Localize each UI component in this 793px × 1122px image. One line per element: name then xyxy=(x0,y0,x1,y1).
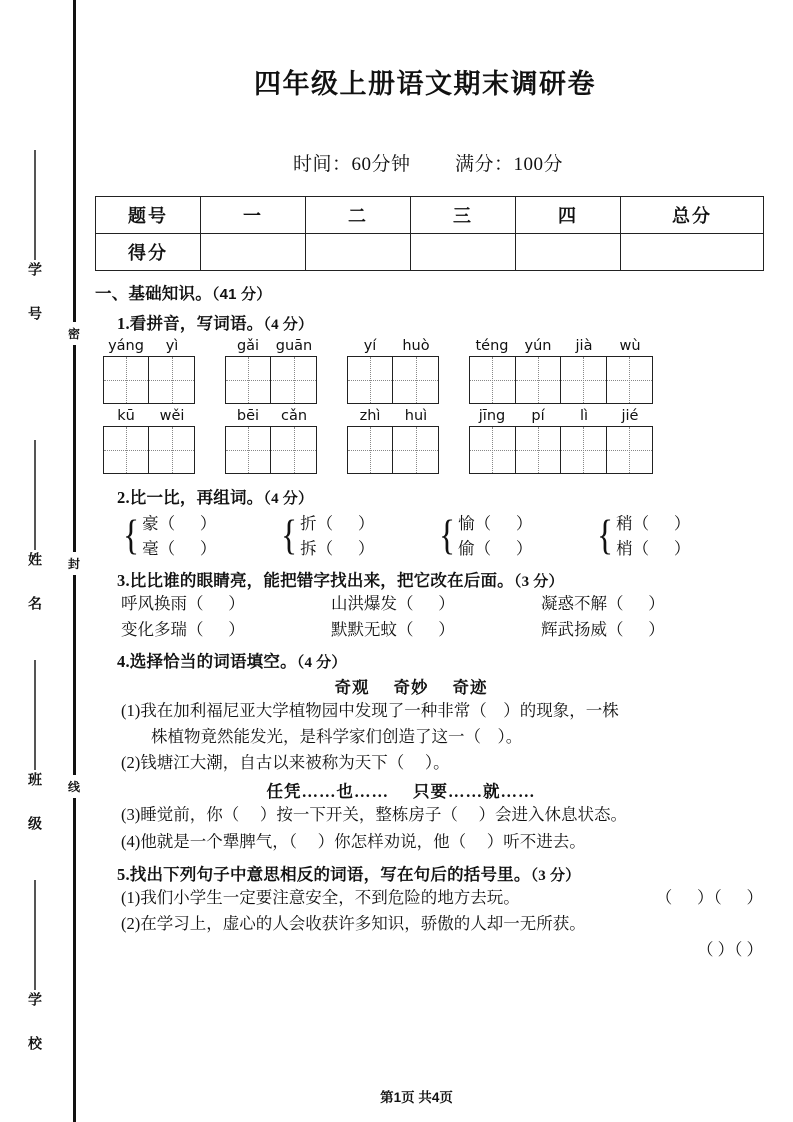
seal-char-xian: 线 xyxy=(60,775,88,798)
question-1-heading xyxy=(117,310,767,334)
word-pair-entries[interactable] xyxy=(300,511,374,561)
word-pair-bottom[interactable]: 梢（ ） xyxy=(616,539,691,559)
question-1-points: （4 分） xyxy=(263,317,314,333)
score-table-col-2: 二 xyxy=(306,197,411,234)
score-cell-1[interactable] xyxy=(201,234,306,271)
pinyin-syllable: pí xyxy=(531,408,545,424)
time-label: 时间：60分钟 xyxy=(292,154,411,175)
word-pair-bottom[interactable]: 偷（ ） xyxy=(458,539,533,559)
pinyin-syllable: cǎn xyxy=(280,408,308,424)
field-rule xyxy=(34,150,35,260)
pinyin-word-block xyxy=(103,408,195,474)
score-cell-total[interactable] xyxy=(621,234,764,271)
pinyin-syllable: huì xyxy=(404,408,428,424)
pinyin-word-block xyxy=(103,338,195,404)
section-heading-1 xyxy=(95,280,767,304)
pinyin-word-block xyxy=(347,408,439,474)
pinyin-grid-row-1 xyxy=(103,338,767,404)
question-4-text: 选择恰当的词语填空。 xyxy=(129,652,297,672)
question-2-number: 2. xyxy=(117,488,130,507)
question-3-points: （3 分） xyxy=(513,574,564,591)
section-heading-text: 一、基础知识。 xyxy=(95,285,212,303)
word-bank-1-option-1: 奇观 xyxy=(334,678,370,698)
tianzige-grid[interactable] xyxy=(469,426,653,474)
pinyin-syllable: bēi xyxy=(236,408,260,424)
question-5-item-1-row xyxy=(121,885,767,911)
field-rule xyxy=(34,880,35,990)
tianzige-cell[interactable] xyxy=(561,427,607,473)
question-1-number: 1. xyxy=(117,314,130,333)
idiom-answer-item[interactable]: 变化多瑞（ ） xyxy=(121,619,245,639)
question-5-points: （3 分） xyxy=(530,867,581,884)
pinyin-word-block xyxy=(469,338,653,404)
pinyin-label-group xyxy=(469,408,653,424)
tianzige-cell[interactable] xyxy=(607,427,652,473)
tianzige-cell[interactable] xyxy=(226,357,271,403)
field-rule xyxy=(34,440,35,550)
section-points: （41 分） xyxy=(211,286,272,303)
word-bank-2 xyxy=(95,778,767,802)
pinyin-syllable: huò xyxy=(402,338,430,354)
pinyin-syllable: gǎi xyxy=(236,338,260,354)
pinyin-label-group xyxy=(469,338,653,354)
word-pair-top[interactable]: 折（ ） xyxy=(300,514,375,533)
pinyin-syllable: kū xyxy=(117,408,135,424)
seal-margin xyxy=(0,0,80,1122)
tianzige-cell[interactable] xyxy=(348,357,393,403)
score-cell-2[interactable] xyxy=(306,234,411,271)
pinyin-word-block xyxy=(469,408,653,474)
pinyin-syllable: jié xyxy=(621,408,639,424)
pinyin-syllable: zhì xyxy=(359,408,381,424)
pinyin-label-group xyxy=(103,408,195,424)
question-4-item-2: (2)钱塘江大潮，自古以来被称为天下（ ）。 xyxy=(121,753,450,773)
word-bank-1-option-2: 奇妙 xyxy=(393,678,429,698)
exam-meta xyxy=(95,149,767,176)
idiom-answer-item[interactable]: 辉武扬威（ ） xyxy=(541,619,665,639)
pinyin-syllable: yún xyxy=(524,338,552,354)
score-table-label-number: 题号 xyxy=(96,197,201,234)
score-table-col-4: 四 xyxy=(516,197,621,234)
pinyin-label-group xyxy=(347,408,439,424)
question-2-heading xyxy=(117,484,767,508)
field-label-name: 姓 名 xyxy=(27,552,43,617)
brace-icon: { xyxy=(439,512,456,559)
tianzige-grid[interactable] xyxy=(347,426,439,474)
score-table-col-1: 一 xyxy=(201,197,306,234)
brace-icon: { xyxy=(597,512,614,559)
tianzige-grid[interactable] xyxy=(469,356,653,404)
question-5-number: 5. xyxy=(117,864,130,884)
field-label-class: 班 级 xyxy=(27,772,43,837)
score-cell-4[interactable] xyxy=(516,234,621,271)
pinyin-syllable: yáng xyxy=(108,338,144,354)
field-name[interactable] xyxy=(18,440,52,617)
question-5-item-1-answer-parens[interactable]: （ ）（ ） xyxy=(655,887,763,907)
pinyin-label-group xyxy=(225,338,317,354)
exam-content xyxy=(95,0,767,1122)
idiom-answer-item[interactable]: 默默无蚊（ ） xyxy=(331,619,455,639)
question-2-points: （4 分） xyxy=(263,491,314,507)
idiom-row-1 xyxy=(121,591,767,617)
pinyin-syllable: yì xyxy=(165,338,179,354)
field-label-student-id: 学 号 xyxy=(27,262,43,327)
tianzige-cell[interactable] xyxy=(104,427,149,473)
idiom-answer-item[interactable]: 凝惑不解（ ） xyxy=(541,594,665,614)
page-title: 四年级上册语文期末调研卷 xyxy=(254,69,596,99)
word-bank-1-option-3: 奇迹 xyxy=(452,678,488,698)
tianzige-cell[interactable] xyxy=(104,357,149,403)
tianzige-grid[interactable] xyxy=(225,426,317,474)
word-pair-bottom[interactable]: 毫（ ） xyxy=(142,539,217,559)
tianzige-cell[interactable] xyxy=(226,427,271,473)
full-score-label: 满分：100分 xyxy=(455,154,564,175)
question-5-text: 找出下列句子中意思相反的词语，写在句后的括号里。 xyxy=(129,864,531,884)
tianzige-cell[interactable] xyxy=(393,357,438,403)
pinyin-syllable: jià xyxy=(575,338,593,354)
word-bank-2-option-2: 只要……就…… xyxy=(413,782,536,802)
tianzige-grid[interactable] xyxy=(103,356,195,404)
idiom-answer-item[interactable]: 呼风换雨（ ） xyxy=(121,594,245,614)
tianzige-cell[interactable] xyxy=(271,427,316,473)
tianzige-grid[interactable] xyxy=(103,426,195,474)
pinyin-word-block xyxy=(225,338,317,404)
field-class[interactable] xyxy=(18,660,52,837)
question-3-heading xyxy=(117,567,767,591)
pinyin-word-block xyxy=(347,338,439,404)
question-4-heading xyxy=(117,648,767,672)
word-pair-top[interactable]: 愉（ ） xyxy=(458,514,533,533)
idiom-row-2 xyxy=(121,617,767,643)
score-table xyxy=(95,196,764,271)
question-4-item-1-line-1: (1)我在加利福尼亚大学植物园中发现了一种非常（ ）的现象，一株 xyxy=(121,701,619,721)
question-5-item-2: (2)在学习上，虚心的人会收获许多知识，骄傲的人却一无所获。 xyxy=(121,913,586,933)
word-pair xyxy=(437,511,555,561)
field-student-id[interactable] xyxy=(18,150,52,327)
field-rule xyxy=(34,660,35,770)
word-pair xyxy=(279,511,397,561)
word-bank-1 xyxy=(95,674,767,698)
pinyin-syllable: wěi xyxy=(159,408,185,424)
score-cell-3[interactable] xyxy=(411,234,516,271)
question-5-item-2-answer-parens[interactable]: （ ）（ ） xyxy=(697,939,763,959)
question-5-item-1: (1)我们小学生一定要注意安全，不到危险的地方去玩。 xyxy=(121,887,520,907)
pinyin-syllable: lì xyxy=(579,408,589,424)
score-table-label-score: 得分 xyxy=(96,234,201,271)
tianzige-cell[interactable] xyxy=(470,357,516,403)
tianzige-cell[interactable] xyxy=(149,427,194,473)
tianzige-grid[interactable] xyxy=(347,356,439,404)
question-4-points: （4 分） xyxy=(296,655,347,672)
tianzige-cell[interactable] xyxy=(561,357,607,403)
word-pair-bottom[interactable]: 拆（ ） xyxy=(300,539,375,559)
pinyin-label-group xyxy=(225,408,317,424)
table-row-header xyxy=(96,197,764,234)
score-table-col-total: 总分 xyxy=(621,197,764,234)
score-table-col-3: 三 xyxy=(411,197,516,234)
pinyin-label-group xyxy=(103,338,195,354)
tianzige-cell[interactable] xyxy=(348,427,393,473)
tianzige-cell[interactable] xyxy=(607,357,652,403)
seal-char-mi: 密 xyxy=(60,322,88,345)
tianzige-cell[interactable] xyxy=(516,427,562,473)
word-pair xyxy=(121,511,239,561)
pinyin-syllable: guān xyxy=(275,338,313,354)
pinyin-syllable: wù xyxy=(619,338,641,354)
question-3-number: 3. xyxy=(117,571,130,591)
seal-char-feng: 封 xyxy=(60,552,88,575)
question-2-text: 比一比，再组词。 xyxy=(129,488,264,507)
question-4-number: 4. xyxy=(117,652,130,672)
brace-icon: { xyxy=(123,512,140,559)
pinyin-syllable: jīng xyxy=(478,408,506,424)
table-row-scores xyxy=(96,234,764,271)
tianzige-cell[interactable] xyxy=(470,427,516,473)
question-4-item-3: (3)睡觉前，你（ ）按一下开关，整栋房子（ ）会进入休息状态。 xyxy=(121,805,627,825)
question-1-text: 看拼音，写词语。 xyxy=(129,314,264,333)
word-pair-entries[interactable] xyxy=(616,511,690,561)
question-3-text: 比比谁的眼睛亮，能把错字找出来，把它改在后面。 xyxy=(129,571,514,591)
tianzige-cell[interactable] xyxy=(149,357,194,403)
idiom-answer-item[interactable]: 山洪爆发（ ） xyxy=(331,594,455,614)
tianzige-cell[interactable] xyxy=(516,357,562,403)
word-bank-2-option-1: 任凭……也…… xyxy=(266,782,389,802)
pinyin-word-block xyxy=(225,408,317,474)
field-school[interactable] xyxy=(18,880,52,1057)
pinyin-label-group xyxy=(347,338,439,354)
brace-icon: { xyxy=(281,512,298,559)
question-5-heading xyxy=(117,861,767,885)
word-pair-entries[interactable] xyxy=(142,511,216,561)
tianzige-grid[interactable] xyxy=(225,356,317,404)
tianzige-cell[interactable] xyxy=(271,357,316,403)
tianzige-cell[interactable] xyxy=(393,427,438,473)
field-label-school: 学 校 xyxy=(27,992,43,1057)
word-pair-entries[interactable] xyxy=(458,511,532,561)
question-4-item-4: (4)他就是一个犟脾气，（ ）你怎样劝说，他（ ）听不进去。 xyxy=(121,831,586,851)
pinyin-syllable: téng xyxy=(475,338,509,354)
pinyin-syllable: yí xyxy=(363,338,377,354)
word-pair-row xyxy=(121,511,767,561)
page-footer: 第1页 共4页 xyxy=(380,1090,453,1105)
word-pair xyxy=(595,511,713,561)
word-pair-top[interactable]: 稍（ ） xyxy=(616,514,691,533)
pinyin-grid-row-2 xyxy=(103,408,767,474)
word-pair-top[interactable]: 豪（ ） xyxy=(142,514,217,533)
question-4-item-1-line-2: 株植物竟然能发光，是科学家们创造了这一（ ）。 xyxy=(151,727,523,747)
